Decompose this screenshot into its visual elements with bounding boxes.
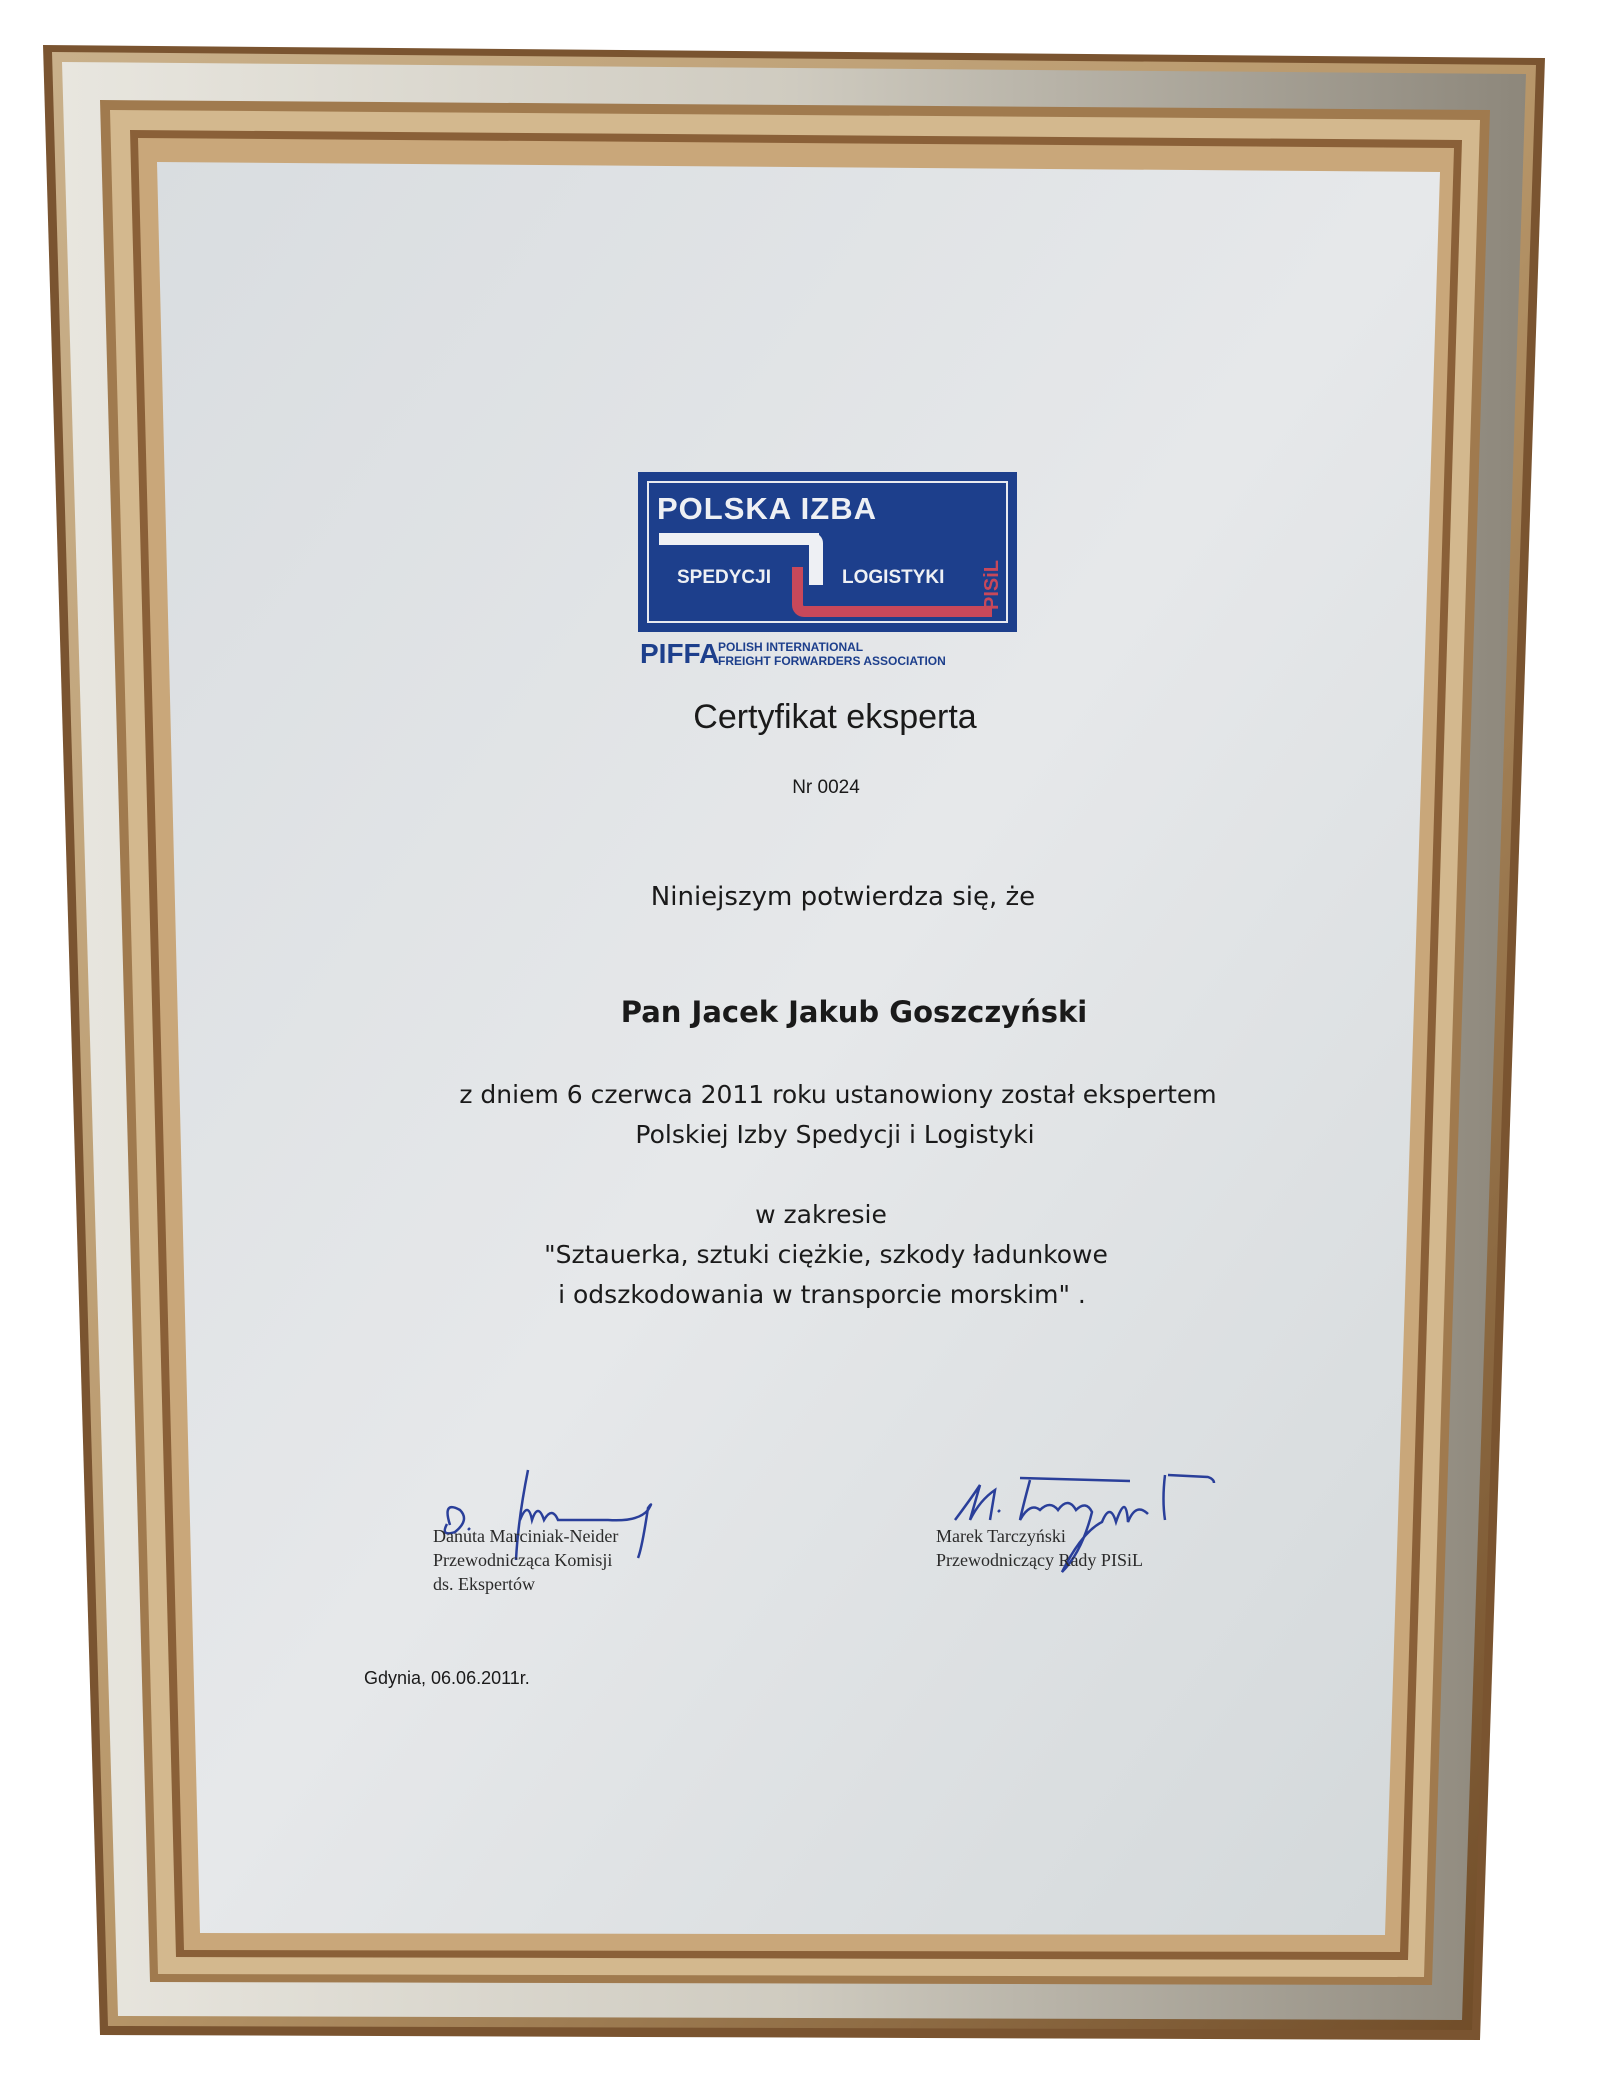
certificate-number: Nr 0024 [792, 777, 860, 798]
signatory-2 [936, 1524, 1143, 1572]
logo-vertical-text: PISiL [981, 559, 1003, 610]
signatory-2-role: Przewodniczący Rady PISiL [936, 1550, 1143, 1570]
scope-line2: i odszkodowania w transporcie morskim" . [558, 1280, 1086, 1309]
piffa-text: PIFFA [640, 638, 720, 669]
place-date: Gdynia, 06.06.2011r. [364, 1668, 530, 1688]
signatory-1 [433, 1524, 618, 1596]
signatory-1-role2: ds. Ekspertów [433, 1574, 535, 1594]
scope-line1: "Sztauerka, sztuki ciężkie, szkody ładunkowe [544, 1240, 1108, 1269]
certificate-title: Certyfikat eksperta [693, 698, 977, 736]
signatory-1-name: Danuta Marciniak-Neider [433, 1526, 619, 1546]
piffa-line1: POLISH INTERNATIONAL [718, 640, 864, 654]
scope-label: w zakresie [755, 1200, 887, 1229]
logo-line1: POLSKA IZBA [657, 491, 877, 526]
appointment-line1: z dniem 6 czerwca 2011 roku ustanowiony został ekspertem [459, 1080, 1217, 1109]
pisil-logo [638, 472, 1017, 632]
logo-line2-right: LOGISTYKI [842, 567, 945, 588]
piffa-subtitle [718, 640, 946, 668]
recipient-name: Pan Jacek Jakub Goszczyński [620, 995, 1088, 1029]
piffa-line2: FREIGHT FORWARDERS ASSOCIATION [718, 654, 946, 668]
signatory-1-role: Przewodnicząca Komisji [433, 1550, 613, 1570]
logo-line2-left: SPEDYCJI [677, 567, 771, 588]
signatory-2-name: Marek Tarczyński [936, 1526, 1066, 1546]
appointment-line2: Polskiej Izby Spedycji i Logistyki [635, 1120, 1035, 1149]
intro-text: Niniejszym potwierdza się, że [650, 882, 1036, 912]
